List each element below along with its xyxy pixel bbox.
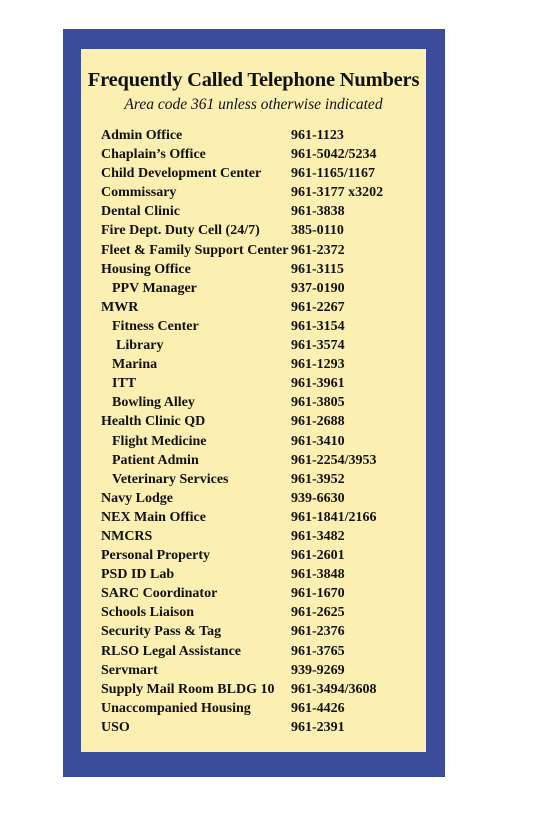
office-name: Dental Clinic (101, 204, 180, 220)
phone-number: 961-3115 (291, 261, 344, 277)
office-name: MWR (101, 299, 139, 315)
directory-row (101, 374, 421, 393)
page-title: Frequently Called Telephone Numbers (87, 69, 420, 91)
phone-number: 961-1293 (291, 357, 345, 373)
directory-row (101, 699, 421, 718)
office-name: Patient Admin (112, 452, 199, 468)
directory-row (101, 661, 421, 680)
phone-number: 939-6630 (291, 490, 345, 506)
directory-row (101, 412, 421, 431)
phone-number: 937-0190 (291, 280, 345, 296)
phone-number: 961-3177 x3202 (291, 185, 384, 201)
phone-number: 961-3952 (291, 471, 345, 487)
directory-row (101, 164, 421, 183)
directory-row (101, 432, 421, 451)
office-name: Marina (112, 357, 158, 373)
directory-row (101, 622, 421, 641)
directory-row (101, 336, 421, 355)
office-name: Commissary (101, 185, 177, 201)
directory-row (101, 527, 421, 546)
office-name: Servmart (101, 662, 158, 678)
directory-row (101, 680, 421, 699)
office-name: Personal Property (101, 548, 210, 564)
directory-row (101, 355, 421, 374)
office-name: Fitness Center (112, 318, 199, 334)
directory-row (101, 202, 421, 221)
directory-row (101, 508, 421, 527)
directory-row (101, 642, 421, 661)
phone-number: 961-3574 (291, 338, 345, 354)
phone-number: 961-3482 (291, 528, 345, 544)
office-name: Fire Dept. Duty Cell (24/7) (101, 223, 260, 239)
phone-number: 961-1670 (291, 586, 345, 602)
directory-row (101, 145, 421, 164)
office-name: Chaplain’s Office (101, 147, 206, 163)
phone-number: 961-2601 (291, 548, 345, 564)
phone-number: 961-3961 (291, 376, 345, 392)
office-name: Admin Office (101, 128, 183, 143)
directory-row (101, 718, 421, 737)
phone-number: 961-3838 (291, 204, 345, 220)
phone-number: 961-2688 (291, 414, 345, 430)
directory-row (101, 279, 421, 298)
office-name: PSD ID Lab (101, 567, 175, 583)
directory-row (101, 393, 421, 412)
office-name: Schools Liaison (101, 605, 194, 621)
phone-number: 961-2625 (291, 605, 345, 621)
office-name: ITT (112, 376, 137, 392)
directory-row (101, 584, 421, 603)
phone-directory-card (81, 49, 426, 752)
office-name: Flight Medicine (112, 433, 207, 449)
directory-row (101, 546, 421, 565)
phone-number: 961-3494/3608 (291, 681, 377, 697)
phone-number: 961-3805 (291, 395, 345, 411)
directory-row (101, 565, 421, 584)
office-name: Child Development Center (101, 166, 262, 182)
directory-row (101, 241, 421, 260)
area-code-note: Area code 361 unless otherwise indicated (124, 96, 383, 113)
office-name: Bowling Alley (112, 395, 195, 411)
office-name: Health Clinic QD (101, 414, 206, 430)
directory-row (101, 221, 421, 240)
office-name: Veterinary Services (112, 471, 229, 487)
directory-row (101, 183, 421, 202)
phone-number: 961-1165/1167 (291, 166, 376, 182)
office-name: Fleet & Family Support Center (101, 242, 289, 258)
office-name: SARC Coordinator (101, 586, 218, 602)
office-name: Housing Office (101, 261, 191, 277)
office-name: USO (101, 719, 130, 735)
directory-row (101, 126, 421, 145)
office-name: NEX Main Office (101, 509, 206, 525)
directory-row (101, 603, 421, 622)
phone-number-list (101, 126, 421, 737)
office-name: Navy Lodge (101, 490, 173, 506)
directory-row (101, 298, 421, 317)
directory-row (101, 451, 421, 470)
phone-number: 939-9269 (291, 662, 345, 678)
office-name: Unaccompanied Housing (101, 700, 251, 716)
phone-number: 961-3154 (291, 318, 345, 334)
phone-number: 961-4426 (291, 700, 345, 716)
directory-row (101, 470, 421, 489)
phone-number: 961-2254/3953 (291, 452, 377, 468)
directory-row (101, 260, 421, 279)
phone-number: 961-2372 (291, 242, 345, 258)
phone-number: 961-1841/2166 (291, 509, 377, 525)
phone-number: 961-3765 (291, 643, 345, 659)
phone-number: 385-0110 (291, 223, 344, 239)
office-name: RLSO Legal Assistance (101, 643, 242, 659)
office-name: Library (116, 338, 164, 354)
phone-number: 961-5042/5234 (291, 147, 377, 163)
office-name: PPV Manager (112, 280, 197, 296)
phone-number: 961-2267 (291, 299, 345, 315)
office-name: Supply Mail Room BLDG 10 (101, 681, 275, 697)
office-name: Security Pass & Tag (101, 624, 222, 640)
office-name: NMCRS (101, 528, 153, 544)
phone-number: 961-1123 (291, 128, 344, 143)
phone-number: 961-2391 (291, 719, 345, 735)
phone-number: 961-2376 (291, 624, 345, 640)
directory-row (101, 317, 421, 336)
directory-row (101, 489, 421, 508)
phone-number: 961-3410 (291, 433, 345, 449)
phone-number: 961-3848 (291, 567, 345, 583)
